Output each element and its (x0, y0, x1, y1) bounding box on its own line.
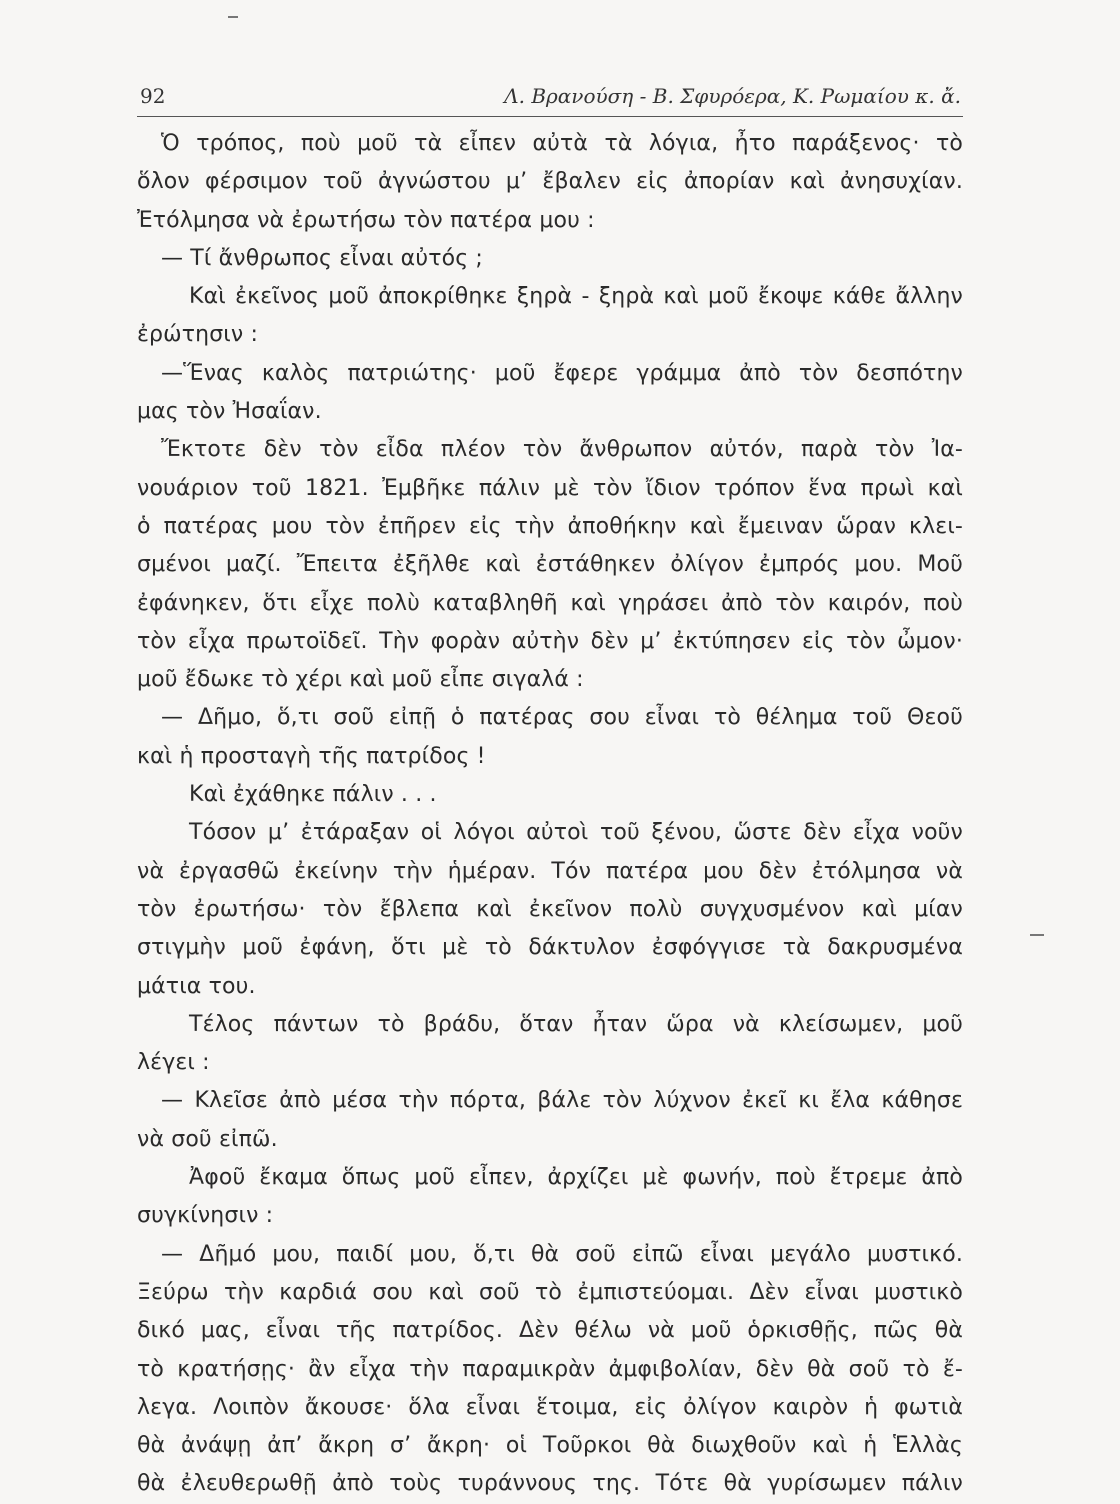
text-line: δικό μας, εἶναι τῆς πατρίδος. Δὲν θέλω νὰ μοῦ ὁρκισθῇς, πῶς θὰ (137, 1318, 963, 1344)
text-line: σμένοι μαζί. Ἔπειτα ἐξῆλθε καὶ ἐστάθηκεν ὀλίγον ἐμπρός μου. Μοῦ (137, 552, 963, 578)
body-text (137, 125, 963, 1504)
text-line: λεγα. Λοιπὸν ἄκουσε· ὅλα εἶναι ἕτοιμα, εἰς ὀλίγον καιρὸν ἡ φωτιὰ (137, 1394, 963, 1420)
text-line: νουάριον τοῦ 1821. Ἐμβῆκε πάλιν μὲ τὸν ἴδιον τρόπον ἕνα πρωὶ καὶ (137, 475, 963, 501)
text-line: νὰ ἐργασθῶ ἐκείνην τὴν ἡμέραν. Τόν πατέρα μου δὲν ἐτόλμησα νὰ (137, 858, 963, 884)
text-line: — Τί ἄνθρωπος εἶναι αὐτός ; (161, 245, 483, 271)
text-line: Ξεύρω τὴν καρδιά σου καὶ σοῦ τὸ ἐμπιστεύομαι. Δὲν εἶναι μυστικὸ (137, 1279, 963, 1305)
text-line: ἐρώτησιν : (137, 322, 259, 348)
text-line: ἐφάνηκεν, ὅτι εἶχε πολὺ καταβληθῆ καὶ γηράσει ἀπὸ τὸν καιρόν, ποὺ (137, 590, 963, 616)
text-line: Ἐτόλμησα νὰ ἐρωτήσω τὸν πατέρα μου : (137, 207, 595, 233)
text-line: Ἔκτοτε δὲν τὸν εἶδα πλέον τὸν ἄνθρωπον αὐτόν, παρὰ τὸν Ἰα- (161, 437, 963, 463)
text-line: τὸν ἐρωτήσω· τὸν ἔβλεπα καὶ ἐκεῖνον πολὺ συγχυσμένον καὶ μίαν (137, 896, 963, 922)
text-line: Ὁ τρόπος, ποὺ μοῦ τὰ εἶπεν αὐτὰ τὰ λόγια, ἦτο παράξενος· τὸ (161, 131, 963, 156)
text-line: ὁ πατέρας μου τὸν ἐπῆρεν εἰς τὴν ἀποθήκην καὶ ἔμειναν ὥραν κλει- (137, 513, 963, 539)
text-line: Ἀφοῦ ἔκαμα ὅπως μοῦ εἶπεν, ἀρχίζει μὲ φωνήν, ποὺ ἔτρεμε ἀπὸ (189, 1165, 963, 1191)
text-line: — Κλεῖσε ἀπὸ μέσα τὴν πόρτα, βάλε τὸν λύχνον ἐκεῖ κι ἔλα κάθησε (161, 1088, 963, 1114)
text-line: Καὶ ἐκεῖνος μοῦ ἀποκρίθηκε ξηρὰ - ξηρὰ καὶ μοῦ ἔκοψε κάθε ἄλλην (189, 284, 963, 310)
text-line: — Δῆμο, ὅ,τι σοῦ εἰπῇ ὁ πατέρας σου εἶναι τὸ θέλημα τοῦ Θεοῦ (161, 705, 963, 731)
scan-speck (228, 16, 238, 18)
text-line: τὸν εἶχα πρωτοϊδεῖ. Τὴν φορὰν αὐτὴν δὲν μ’ ἐκτύπησεν εἰς τὸν ὦμον· (137, 628, 963, 654)
running-title: Λ. Βρανούση - Β. Σφυρόερα, Κ. Ρωμαίου κ. ἄ. (504, 84, 961, 108)
text-line: μοῦ ἔδωκε τὸ χέρι καὶ μοῦ εἶπε σιγαλά : (137, 667, 584, 693)
text-line: —Ἕνας καλὸς πατριώτης· μοῦ ἔφερε γράμμα ἀπὸ τὸν δεσπότην (161, 360, 963, 386)
text-line: Τόσον μ’ ἐτάραξαν οἱ λόγοι αὐτοὶ τοῦ ξένου, ὥστε δὲν εἶχα νοῦν (189, 820, 963, 846)
text-line: μάτια του. (137, 973, 256, 999)
text-line: στιγμὴν μοῦ ἐφάνη, ὅτι μὲ τὸ δάκτυλον ἐσφόγγισε τὰ δακρυσμένα (137, 935, 963, 961)
text-line: Τέλος πάντων τὸ βράδυ, ὅταν ἦταν ὥρα νὰ κλείσωμεν, μοῦ (189, 1011, 963, 1037)
text-line: μας τὸν Ἠσαΐαν. (137, 399, 322, 425)
text-line: θὰ ἐλευθερωθῇ ἀπὸ τοὺς τυράννους της. Τότε θὰ γυρίσωμεν πάλιν (137, 1471, 963, 1497)
text-line: θὰ ἀνάψῃ ἀπ’ ἄκρη σ’ ἄκρη· οἱ Τοῦρκοι θὰ διωχθοῦν καὶ ἡ Ἑλλὰς (137, 1433, 963, 1459)
text-line: λέγει : (137, 1050, 210, 1076)
text-line: νὰ σοῦ εἰπῶ. (137, 1126, 278, 1152)
text-line: τὸ κρατήσῃς· ἂν εἶχα τὴν παραμικρὰν ἀμφιβολίαν, δὲν θὰ σοῦ τὸ ἔ- (137, 1356, 963, 1382)
text-line: — Δῆμό μου, παιδί μου, ὅ,τι θὰ σοῦ εἰπῶ εἶναι μεγάλο μυστικό. (161, 1241, 963, 1267)
text-line: συγκίνησιν : (137, 1203, 274, 1229)
page-header (137, 78, 963, 117)
scan-speck (1030, 934, 1044, 936)
text-line: καὶ ἡ προσταγὴ τῆς πατρίδος ! (137, 743, 486, 769)
page-content (137, 78, 963, 1504)
text-line: Καὶ ἐχάθηκε πάλιν . . . (189, 782, 437, 808)
page-number: 92 (140, 84, 166, 108)
text-line: ὅλον φέρσιμον τοῦ ἀγνώστου μ’ ἔβαλεν εἰς ἀπορίαν καὶ ἀνησυχίαν. (137, 169, 963, 195)
